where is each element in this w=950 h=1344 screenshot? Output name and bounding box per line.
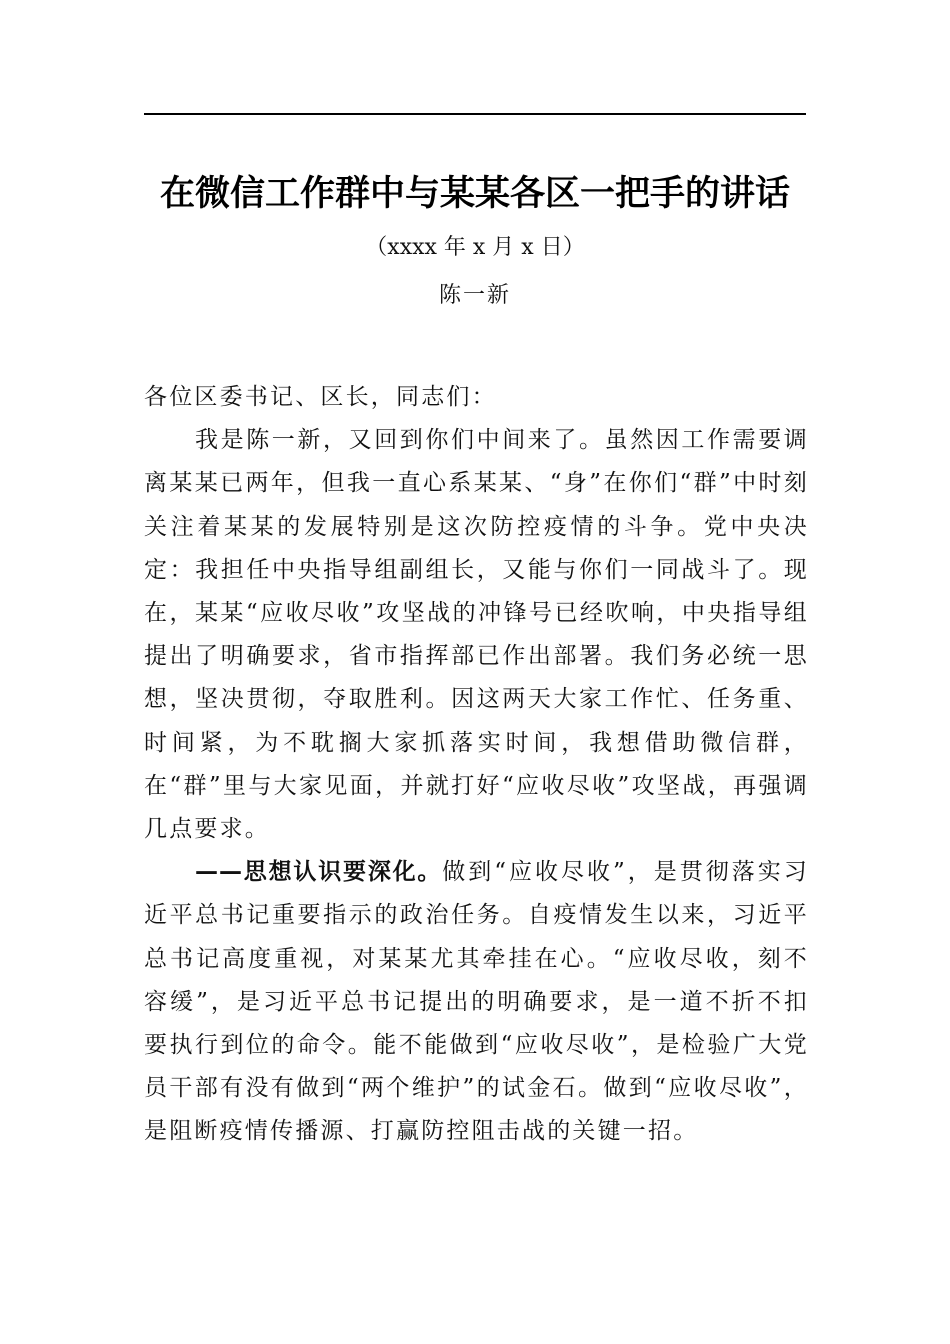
document-author: 陈一新: [438, 283, 511, 308]
paragraph-text: 做到“应收尽收”，是贯彻落实习近平总书记重要指示的政治任务。自疫情发生以来，习近平总书记高度重视，对某某尤其牵挂在心。“应收尽收，刻不容缓”，是习近平总书记提出的明确要求，是一道不折不扣要执行到位的命令。能不能做到“应收尽收”，是检验广大党员干部有没有做到“两个维护”的试金石。做到“应收尽收”，是阻断疫情传播源、打赢防控阻击战的关键一招。: [144, 859, 809, 1145]
document-date: （xxxx 年 x 月 x 日）: [365, 235, 585, 260]
paragraph-intro: [144, 419, 809, 851]
document-title: 在微信工作群中与某某各区一把手的讲话: [159, 174, 790, 214]
header-rule: [144, 113, 806, 115]
speech-body: [144, 376, 809, 1154]
paragraph-thinking: [144, 851, 809, 1153]
paragraph-text: 我是陈一新，又回到你们中间来了。虽然因工作需要调离某某已两年，但我一直心系某某、“身”在你们“群”中时刻关注着某某的发展特别是这次防控疫情的斗争。党中央决定：我担任中央指导组副组长，又能与你们一同战斗了。现在，某某“应收尽收”攻坚战的冲锋号已经吹响，中央指导组提出了明确要求，省市指挥部已作出部署。我们务必统一思想，坚决贯彻，夺取胜利。因这两天大家工作忙、任务重、时间紧，为不耽搁大家抓落实时间，我想借助微信群，在“群”里与大家见面，并就打好“应收尽收”攻坚战，再强调几点要求。: [144, 427, 809, 843]
paragraph-lead-heading: ——思想认识要深化。: [195, 859, 443, 886]
salutation: 各位区委书记、区长，同志们：: [144, 384, 497, 410]
